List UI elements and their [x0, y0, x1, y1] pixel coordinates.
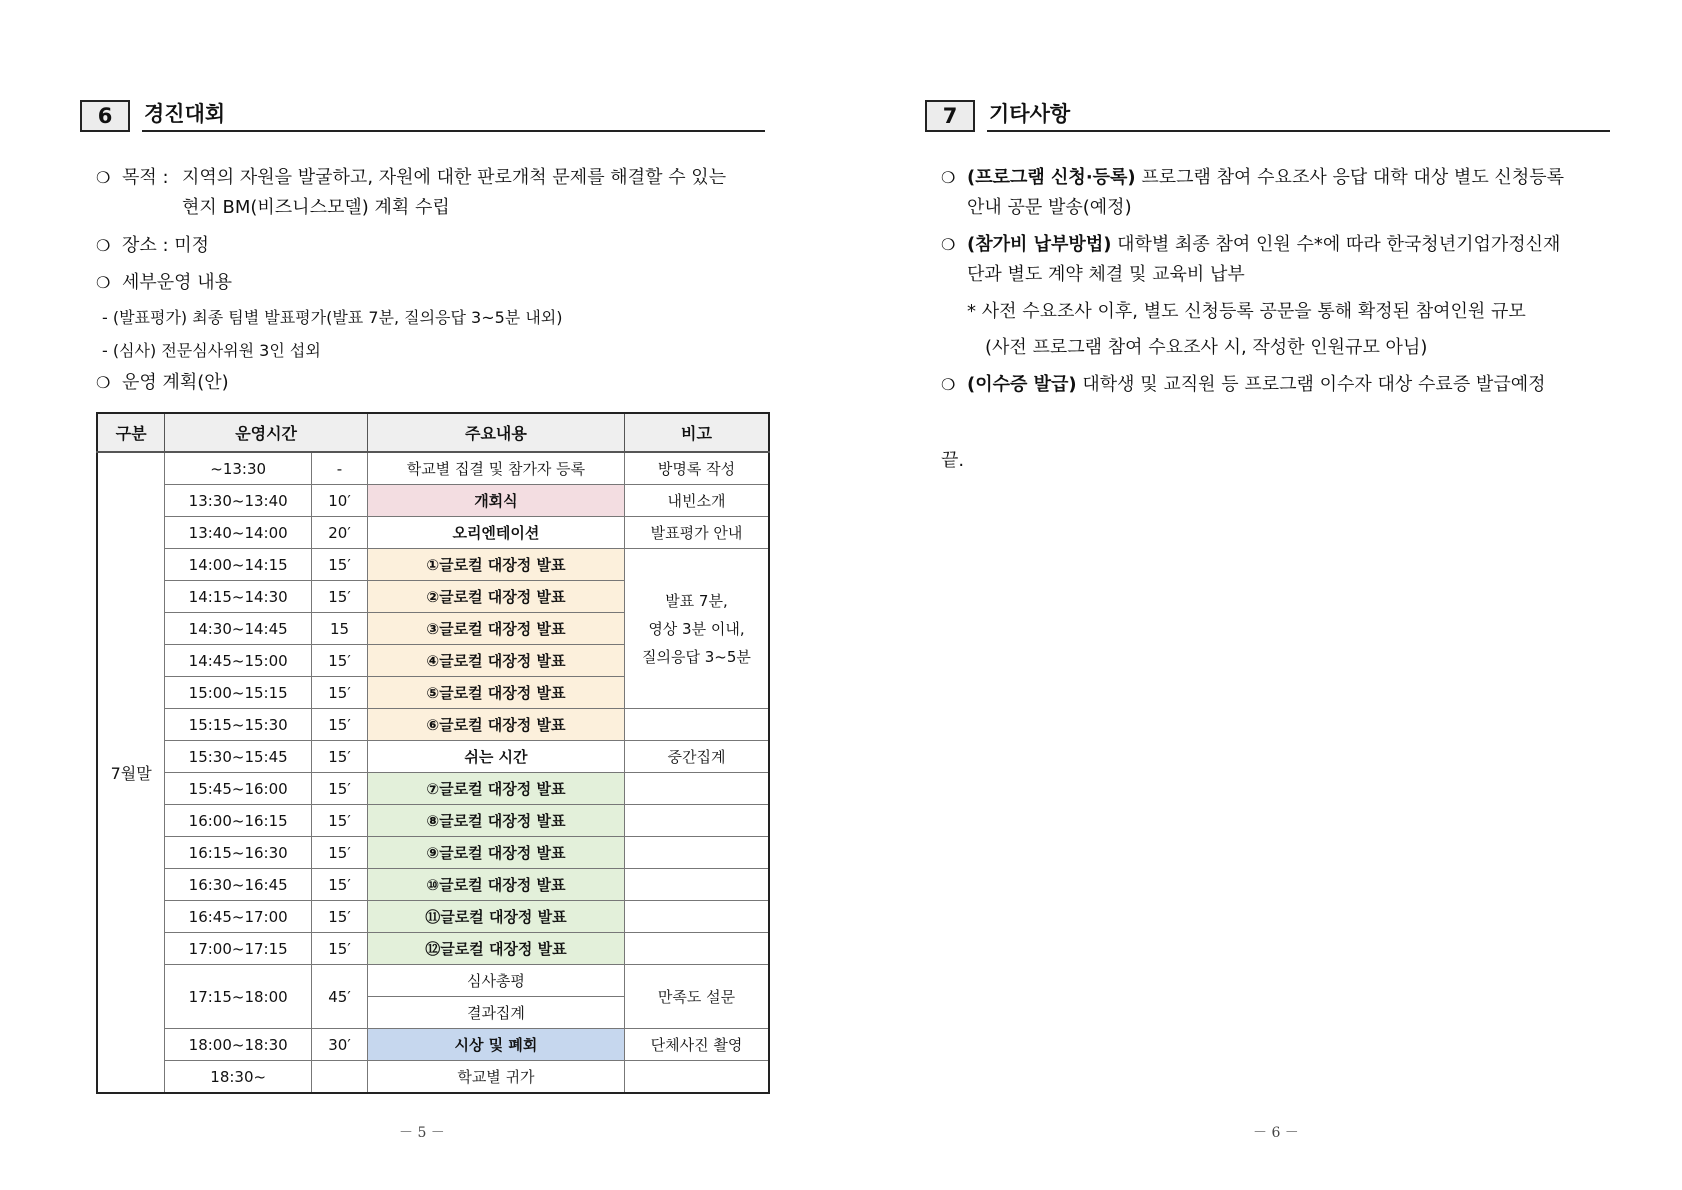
duration-cell: 15′ — [312, 581, 368, 613]
note-cell — [624, 709, 769, 741]
fee-text: 대학별 최종 참여 인원 수*에 따라 한국청년기업가정신재 — [1111, 234, 1561, 255]
header-note: 비고 — [624, 413, 769, 452]
content-cell: 심사총평 — [367, 965, 624, 997]
section-title: 경진대회 — [142, 100, 765, 132]
content-cell: 시상 및 폐회 — [367, 1029, 624, 1061]
content-cell: ⑨글로컬 대장정 발표 — [367, 837, 624, 869]
detail-line-1: - (발표평가) 최종 팀별 발표평가(발표 7분, 질의응답 3~5분 내외) — [102, 308, 563, 327]
content-cell: 쉬는 시간 — [367, 741, 624, 773]
section-header — [925, 100, 1610, 132]
content-cell: ⑦글로컬 대장정 발표 — [367, 773, 624, 805]
duration-cell: 15′ — [312, 741, 368, 773]
note-cell — [624, 869, 769, 901]
bullet-circle-icon: ❍ — [941, 168, 956, 187]
time-cell: 13:40~14:00 — [165, 517, 312, 549]
venue-text: 장소 : 미정 — [122, 235, 210, 256]
time-cell: 16:30~16:45 — [165, 869, 312, 901]
content-cell: 개회식 — [367, 485, 624, 517]
time-cell: 13:30~13:40 — [165, 485, 312, 517]
note-cell: 만족도 설문 — [624, 965, 769, 1029]
time-cell: ~13:30 — [165, 452, 312, 485]
time-cell: 15:45~16:00 — [165, 773, 312, 805]
note-cell — [624, 901, 769, 933]
page-6 — [841, 0, 1682, 1190]
time-cell: 14:30~14:45 — [165, 613, 312, 645]
duration-cell: 15′ — [312, 933, 368, 965]
plan-text: 운영 계획(안) — [122, 372, 229, 393]
duration-cell — [312, 1061, 368, 1094]
section-header — [80, 100, 765, 132]
table-row — [97, 869, 769, 901]
note-cell — [624, 933, 769, 965]
table-row — [97, 517, 769, 549]
content-cell: ⑧글로컬 대장정 발표 — [367, 805, 624, 837]
duration-cell: 15′ — [312, 805, 368, 837]
duration-cell: 10′ — [312, 485, 368, 517]
time-cell: 15:00~15:15 — [165, 677, 312, 709]
table-row — [97, 933, 769, 965]
time-cell: 17:15~18:00 — [165, 965, 312, 1029]
time-cell: 16:45~17:00 — [165, 901, 312, 933]
purpose-line-2: 현지 BM(비즈니스모델) 계획 수립 — [182, 197, 450, 218]
time-cell: 14:45~15:00 — [165, 645, 312, 677]
content-cell: ④글로컬 대장정 발표 — [367, 645, 624, 677]
fee-note-2: (사전 프로그램 참여 수요조사 시, 작성한 인원규모 아님) — [985, 337, 1428, 358]
page-number: － 5 － — [399, 1125, 445, 1141]
time-cell: 15:30~15:45 — [165, 741, 312, 773]
note-cell: 중간집계 — [624, 741, 769, 773]
content-cell: 학교별 집결 및 참가자 등록 — [367, 452, 624, 485]
duration-cell: 15′ — [312, 645, 368, 677]
content-cell: ①글로컬 대장정 발표 — [367, 549, 624, 581]
bullet-circle-icon: ❍ — [96, 168, 111, 187]
registration-text: 프로그램 참여 수요조사 응답 대학 대상 별도 신청등록 — [1135, 167, 1564, 188]
duration-cell: 15′ — [312, 709, 368, 741]
duration-cell: 15′ — [312, 869, 368, 901]
fee-note-1: * 사전 수요조사 이후, 별도 신청등록 공문을 통해 확정된 참여인원 규모 — [967, 301, 1526, 322]
table-header-row — [97, 413, 769, 452]
registration-line-2: 안내 공문 발송(예정) — [967, 197, 1132, 218]
table-row — [97, 549, 769, 581]
registration-line-1 — [967, 163, 1564, 193]
table-row — [97, 901, 769, 933]
duration-cell: 15′ — [312, 901, 368, 933]
venue-item — [96, 231, 209, 261]
certificate-line — [967, 370, 1545, 400]
note-cell — [624, 837, 769, 869]
table-row — [97, 485, 769, 517]
schedule-table — [96, 412, 770, 1094]
table-row — [97, 741, 769, 773]
duration-cell: 20′ — [312, 517, 368, 549]
purpose-line-1: 지역의 자원을 발굴하고, 자원에 대한 판로개척 문제를 해결할 수 있는 — [182, 167, 727, 188]
note-cell: 내빈소개 — [624, 485, 769, 517]
certificate-bold: (이수증 발급) — [967, 374, 1077, 395]
time-cell: 17:00~17:15 — [165, 933, 312, 965]
content-cell: ⑩글로컬 대장정 발표 — [367, 869, 624, 901]
duration-cell: 15′ — [312, 677, 368, 709]
note-cell — [624, 1061, 769, 1094]
certificate-text: 대학생 및 교직원 등 프로그램 이수자 대상 수료증 발급예정 — [1076, 374, 1546, 395]
table-row — [97, 965, 769, 997]
time-cell: 14:00~14:15 — [165, 549, 312, 581]
purpose-label: 목적 : — [122, 167, 169, 188]
time-cell: 16:00~16:15 — [165, 805, 312, 837]
table-row — [97, 837, 769, 869]
table-row — [97, 1029, 769, 1061]
duration-cell: 15 — [312, 613, 368, 645]
time-cell: 18:00~18:30 — [165, 1029, 312, 1061]
bullet-circle-icon: ❍ — [941, 235, 956, 254]
note-cell — [624, 805, 769, 837]
table-row — [97, 773, 769, 805]
time-cell: 16:15~16:30 — [165, 837, 312, 869]
header-time: 운영시간 — [165, 413, 368, 452]
plan-item — [96, 368, 229, 398]
content-cell: 결과집계 — [367, 997, 624, 1029]
fee-line-1 — [967, 230, 1560, 260]
duration-cell: - — [312, 452, 368, 485]
note-cell: 방명록 작성 — [624, 452, 769, 485]
note-cell — [624, 773, 769, 805]
table-row — [97, 805, 769, 837]
page-number: － 6 － — [1253, 1125, 1299, 1141]
note-line: 발표 7분, — [665, 591, 728, 610]
duration-cell: 45′ — [312, 965, 368, 1029]
bullet-circle-icon: ❍ — [96, 273, 111, 292]
note-cell: 발표평가 안내 — [624, 517, 769, 549]
content-cell: ⑪글로컬 대장정 발표 — [367, 901, 624, 933]
duration-cell: 15′ — [312, 773, 368, 805]
content-cell: ⑥글로컬 대장정 발표 — [367, 709, 624, 741]
header-content: 주요내용 — [367, 413, 624, 452]
bullet-circle-icon: ❍ — [96, 236, 111, 255]
content-cell: 학교별 귀가 — [367, 1061, 624, 1094]
time-cell: 18:30~ — [165, 1061, 312, 1094]
note-line: 질의응답 3~5분 — [642, 647, 751, 666]
details-item — [96, 268, 232, 298]
end-mark: 끝. — [941, 450, 965, 471]
content-cell: ②글로컬 대장정 발표 — [367, 581, 624, 613]
group-label: 7월말 — [97, 452, 165, 1093]
bullet-circle-icon: ❍ — [941, 375, 956, 394]
section-title: 기타사항 — [987, 100, 1610, 132]
fee-line-2: 단과 별도 계약 체결 및 교육비 납부 — [967, 264, 1245, 285]
note-line: 영상 3분 이내, — [648, 619, 745, 638]
duration-cell: 15′ — [312, 549, 368, 581]
content-cell: ⑫글로컬 대장정 발표 — [367, 933, 624, 965]
table-row — [97, 709, 769, 741]
section-number: 7 — [925, 100, 975, 132]
time-cell: 14:15~14:30 — [165, 581, 312, 613]
note-cell: 단체사진 촬영 — [624, 1029, 769, 1061]
content-cell: 오리엔테이션 — [367, 517, 624, 549]
registration-bold: (프로그램 신청·등록) — [967, 167, 1136, 188]
section-number: 6 — [80, 100, 130, 132]
content-cell: ③글로컬 대장정 발표 — [367, 613, 624, 645]
details-text: 세부운영 내용 — [122, 272, 233, 293]
content-cell: ⑤글로컬 대장정 발표 — [367, 677, 624, 709]
presentation-note-cell — [624, 549, 769, 709]
time-cell: 15:15~15:30 — [165, 709, 312, 741]
header-category: 구분 — [97, 413, 165, 452]
table-row — [97, 452, 769, 485]
duration-cell: 15′ — [312, 837, 368, 869]
bullet-circle-icon: ❍ — [96, 373, 111, 392]
fee-bold: (참가비 납부방법) — [967, 234, 1112, 255]
table-row — [97, 1061, 769, 1094]
detail-line-2: - (심사) 전문심사위원 3인 섭외 — [102, 341, 321, 360]
duration-cell: 30′ — [312, 1029, 368, 1061]
